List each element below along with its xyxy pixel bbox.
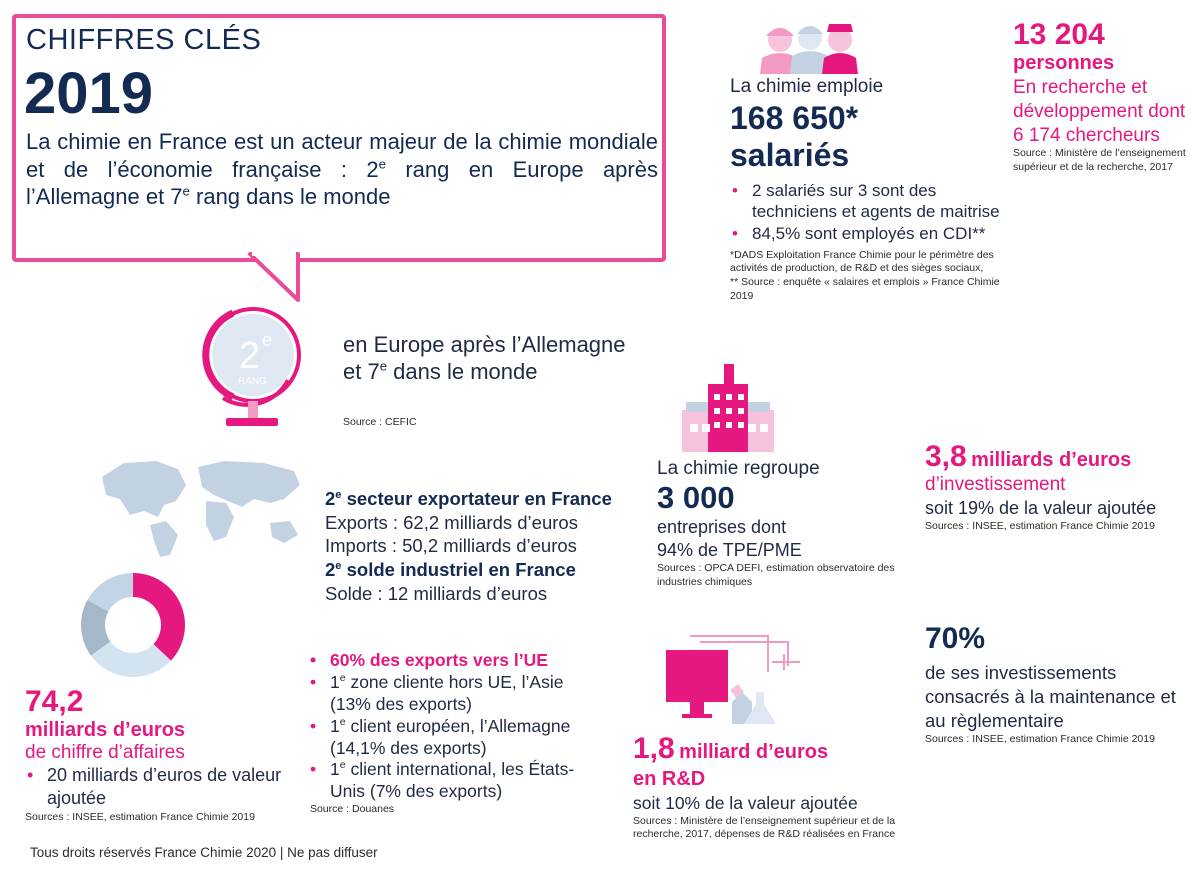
turnover-block <box>25 686 305 825</box>
maintenance-source: Sources : INSEE, estimation France Chimie 2019 <box>925 733 1155 746</box>
investment-source: Sources : INSEE, estimation France Chimie 2019 <box>925 520 1155 533</box>
research-source: Source : Ministère de l’enseignement supérieur et de la recherche, 2017 <box>1013 147 1186 173</box>
companies-source: Sources : OPCA DEFI, estimation observatoire des industries chimiques <box>657 562 895 589</box>
employment-block <box>730 76 1000 303</box>
rd-spending-text: soit 10% de la valeur ajoutée <box>633 793 858 813</box>
rd-spending-unit: milliard d’euros <box>679 741 829 763</box>
list-item: • 20 milliards d’euros de valeur ajoutée <box>25 764 305 809</box>
research-unit: personnes <box>1013 52 1115 74</box>
research-block <box>1013 18 1198 175</box>
investment-subtitle: d’investissement <box>925 474 1066 495</box>
footer-copyright: Tous droits réservés France Chimie 2020 | Ne pas diffuser <box>30 845 378 860</box>
investment-block <box>925 440 1195 534</box>
list-item: • 2 salariés sur 3 sont des techniciens et agents de maitrise <box>730 180 1000 224</box>
rank-description: en Europe après l’Allemagne et 7e dans le monde <box>343 332 626 384</box>
employment-value: 168 650* <box>730 100 859 136</box>
exports-line: Exports : 62,2 milliards d’euros <box>325 511 578 533</box>
list-item: • 84,5% sont employés en CDI** <box>730 223 1000 245</box>
turnover-subtitle: de chiffre d’affaires <box>25 741 185 763</box>
donut-segment-pink <box>133 573 185 661</box>
turnover-source: Sources : INSEE, estimation France Chimie 2019 <box>25 811 255 824</box>
employment-note-1: *DADS Exploitation France Chimie pour le périmètre des activités de production, de R&D et des sièges sociaux, <box>730 248 994 275</box>
rank-source: Source : CEFIC <box>343 416 417 428</box>
exports-bullets <box>308 650 608 803</box>
workers-icon <box>752 14 868 74</box>
companies-text: entreprises dont <box>657 516 787 537</box>
globe-rank-icon <box>198 300 308 440</box>
investment-text: soit 19% de la valeur ajoutée <box>925 497 1157 518</box>
exports-source: Source : Douanes <box>310 803 395 815</box>
employment-intro: La chimie emploie <box>730 76 884 97</box>
rd-spending-value: 1,8 <box>633 732 675 765</box>
rank-number: 2 <box>239 335 261 377</box>
factory-icon <box>676 360 780 452</box>
world-map-icon <box>94 455 309 560</box>
turnover-unit: milliards d’euros <box>25 718 186 741</box>
employment-note-2: ** Source : enquête « salaires et emplois » France Chimie 2019 <box>730 276 1000 302</box>
balance-line: Solde : 12 milliards d’euros <box>325 582 548 604</box>
companies-intro: La chimie regroupe <box>657 458 820 479</box>
maintenance-value: 70% <box>925 622 986 655</box>
rd-spending-source: Sources : Ministère de l’enseignement supérieur et de la recherche, 2017, dépenses de R&D réalisées en France <box>633 814 896 841</box>
page-title: CHIFFRES CLÉS <box>26 24 262 56</box>
companies-block <box>657 458 917 590</box>
exports-block <box>325 487 625 605</box>
companies-share: 94% de TPE/PME <box>657 540 802 561</box>
lab-equipment-icon <box>660 632 810 728</box>
balance-heading: 2e solde industriel en France <box>325 559 576 581</box>
maintenance-text: de ses investissements consacrés à la maintenance et au règlementaire <box>925 662 1176 732</box>
imports-line: Imports : 50,2 milliards d’euros <box>325 535 577 557</box>
speech-tail <box>240 250 320 302</box>
investment-value: 3,8 <box>925 440 967 473</box>
donut-chart-icon <box>78 570 188 680</box>
rank-sup: e <box>262 330 273 350</box>
employment-unit: salariés <box>730 136 850 173</box>
maintenance-block <box>925 622 1195 747</box>
list-item: • 60% des exports vers l’UE <box>308 650 608 672</box>
rd-spending-unit-2: en R&D <box>633 768 706 790</box>
list-item: • 1e client international, les États-Unis (7% des exports) <box>308 759 608 803</box>
research-count: 13 204 <box>1013 18 1105 51</box>
list-item: • 1e client européen, l’Allemagne (14,1% des exports) <box>308 716 608 760</box>
investment-unit: milliards d’euros <box>971 449 1132 471</box>
exports-heading: 2e secteur exportateur en France <box>325 488 612 509</box>
companies-value: 3 000 <box>657 480 735 515</box>
turnover-value: 74,2 <box>25 685 84 718</box>
rd-spending-block <box>633 732 913 842</box>
year-heading: 2019 <box>24 61 154 126</box>
research-text: En recherche et développement dont <box>1013 77 1186 122</box>
rank-label: RANG <box>238 376 267 387</box>
intro-text: La chimie en France est un acteur majeur de la chimie mondiale et de l’économie française : 2e rang en Europe après l’Allemagne et 7e rang dans le monde <box>26 129 658 209</box>
researchers-count: 6 174 chercheurs <box>1013 124 1160 146</box>
list-item: • 1e zone cliente hors UE, l’Asie (13% des exports) <box>308 672 608 716</box>
